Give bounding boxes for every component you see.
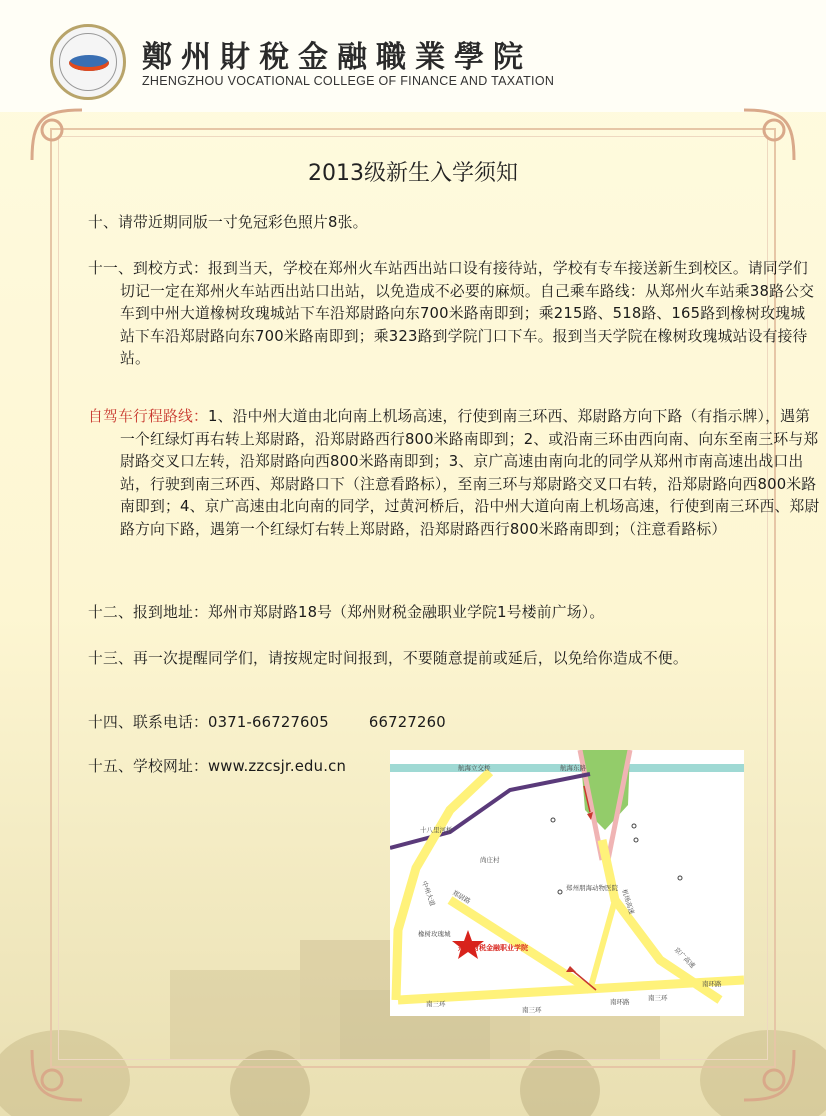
website-url[interactable]: www.zzcsjr.edu.cn [207, 758, 347, 775]
item-11: 十一、到校方式：报到当天，学校在郑州火车站西出站口设有接待站，学校有专车接送新生到校区。请同学们切记一定在郑州火车站西出站口出站，以免造成不必要的麻烦。自己乘车路线：从郑州火车站乘38路公交车到中州大道橡树玫瑰城站下车沿郑尉路向东700米路南即到；乘215路、518路、165路到橡树玫瑰城站下车沿郑尉路向东700米路南即到；乘323路到学院门口下车。报到当天学院在橡树玫瑰城站设有接待站。 [88, 260, 815, 367]
map-label-nanhuan-1: 南环路 [610, 998, 630, 1006]
school-name-chinese: 鄭州財稅金融職業學院 [142, 40, 532, 75]
school-name-english: ZHENGZHOU VOCATIONAL COLLEGE OF FINANCE AND TAXATION [142, 74, 555, 88]
corner-ornament-bottom-right [734, 1040, 804, 1110]
map-label-zhengwei-rd: 郑尉路 [451, 888, 472, 906]
map-label-nansanhuan-3: 南三环 [648, 994, 668, 1002]
map-label-school: 郑州财税金融职业学院 [458, 944, 528, 952]
contact-phone-1: 0371-66727605 [207, 714, 329, 731]
map-label-nansanhuan-1: 南三环 [426, 1000, 446, 1008]
map-label-jingguang: 京广高速 [672, 945, 697, 970]
contact-label: 十四、联系电话： [88, 714, 208, 731]
map-drawing [390, 750, 744, 1016]
item-12: 十二、报到地址：郑州市郑尉路18号（郑州财税金融职业学院1号楼前广场）。 [88, 604, 605, 621]
item-13: 十三、再一次提醒同学们，请按规定时间报到，不要随意提前或延后，以免给你造成不便。 [88, 650, 688, 667]
location-map [390, 750, 744, 1016]
map-label-shangzhuang: 尚庄村 [480, 856, 500, 864]
map-label-airport-hwy: 机场高速 [620, 888, 636, 916]
map-label-hanghai-east: 航海东路 [560, 764, 586, 772]
self-drive-label: 自驾车行程路线： [88, 408, 208, 425]
page-title: 2013级新生入学须知 [308, 161, 518, 186]
map-label-zhongzhou-ave: 中州大道 [420, 879, 437, 908]
map-label-hanghai-bridge: 航海立交桥 [458, 764, 491, 772]
website-label: 十五、学校网址： [88, 758, 208, 775]
item-10: 十、请带近期同版一寸免冠彩色照片8张。 [88, 214, 368, 231]
map-label-xiangshu: 橡树玫瑰城 [418, 930, 451, 938]
corner-ornament-bottom-left [22, 1040, 92, 1110]
self-drive-text: 1、沿中州大道由北向南上机场高速，行使到南三环西、郑尉路方向下路（有指示牌），遇第一个红绿灯再右转上郑尉路，沿郑尉路西行800米路南即到；2、或沿南三环由西向南、向东至南三环与郑尉路交叉口左转，沿郑尉路向西800米路南即到；3、京广高速由南向北的同学从郑州市南高速出战口出站，行驶到南三环西、郑尉路口下（注意看路标），至南三环与郑尉路交叉口右转，沿郑尉路向西800米路南即到；4、京广高速由北向南的同学，过黄河桥后，沿中州大道向南上机场高速，行使到南三环西、郑尉路方向下路，遇第一个红绿灯右转上郑尉路，沿郑尉路西行800米路南即到；（注意看路标） [120, 408, 820, 538]
item-self-drive [88, 406, 820, 541]
map-label-nansanhuan-2: 南三环 [522, 1006, 542, 1014]
school-logo [50, 24, 126, 100]
map-label-zoo-hospital: 郑州朋海动物医院 [566, 884, 618, 892]
item-14 [88, 712, 788, 735]
map-label-nanhuan-2: 南环路 [702, 980, 722, 988]
contact-phone-2: 66727260 [368, 714, 446, 731]
header-banner [0, 0, 826, 112]
map-label-shibali-river: 十八里河桥 [420, 826, 453, 834]
